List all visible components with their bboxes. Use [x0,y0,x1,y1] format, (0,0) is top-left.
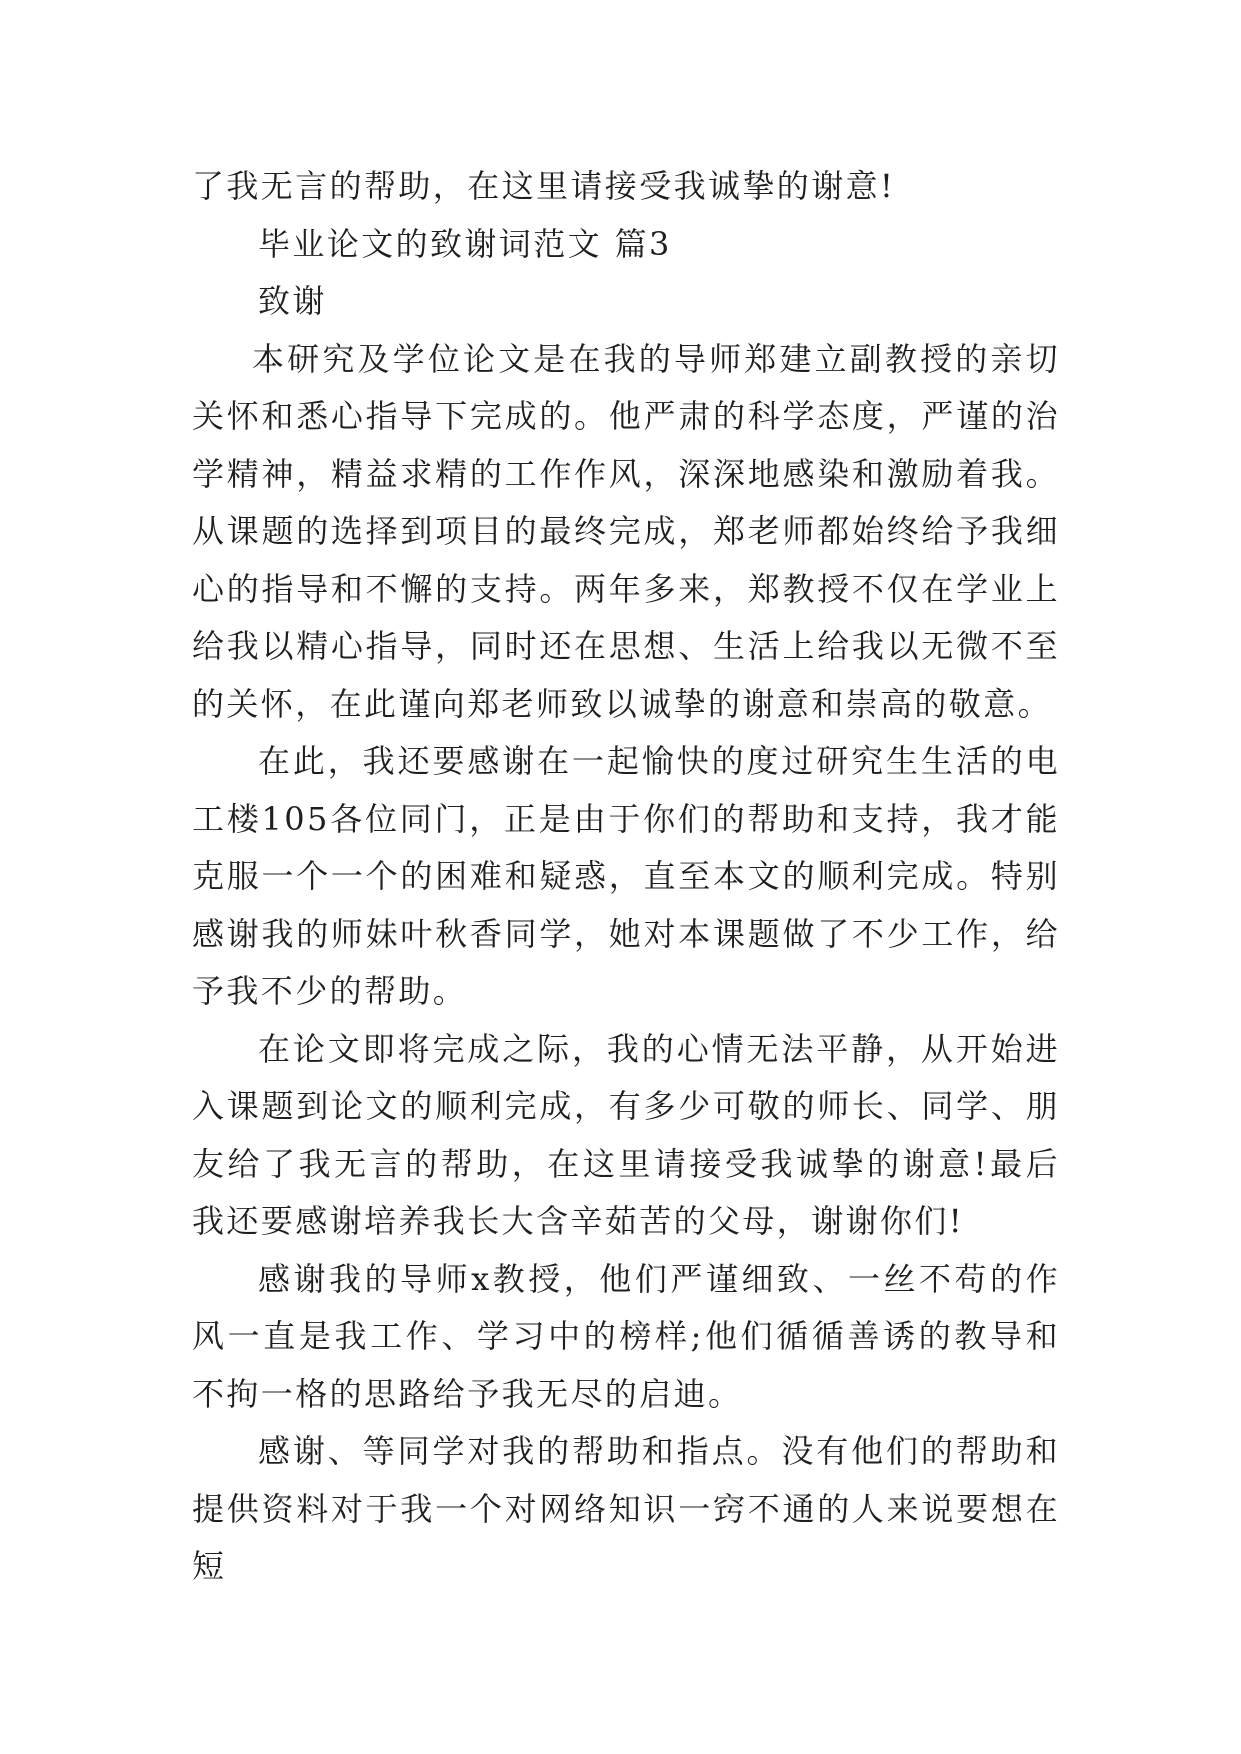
document-body [192,158,1060,1596]
paragraph: 在此，我还要感谢在一起愉快的度过研究生生活的电工楼105各位同门，正是由于你们的帮助和支持，我才能克服一个一个的困难和疑惑，直至本文的顺利完成。特别感谢我的师妹叶秋香同学，她对本课题做了不少工作，给予我不少的帮助。 [192,742,1060,1010]
paragraph: 在论文即将完成之际，我的心情无法平静，从开始进入课题到论文的顺利完成，有多少可敬的师长、同学、朋友给了我无言的帮助，在这里请接受我诚挚的谢意!最后我还要感谢培养我长大含辛茹苦的父母，谢谢你们! [192,1029,1060,1240]
section-title: 毕业论文的致谢词范文 篇3 [258,224,672,263]
paragraph: 本研究及学位论文是在我的导师郑建立副教授的亲切关怀和悉心指导下完成的。他严肃的科学态度，严谨的治学精神，精益求精的工作作风，深深地感染和激励着我。从课题的选择到项目的最终完成，郑老师都始终给予我细心的指导和不懈的支持。两年多来，郑教授不仅在学业上给我以精心指导，同时还在思想、生活上给我以无微不至的关怀，在此谨向郑老师致以诚挚的谢意和崇高的敬意。 [192,339,1060,723]
acknowledgement-heading: 致谢 [258,282,327,320]
continuation-line: 了我无言的帮助，在这里请接受我诚挚的谢意! [192,167,896,205]
paragraph: 感谢我的导师x教授，他们严谨细致、一丝不苟的作风一直是我工作、学习中的榜样;他们循循善诱的教导和不拘一格的思路给予我无尽的启迪。 [192,1259,1060,1413]
paragraph: 感谢、等同学对我的帮助和指点。没有他们的帮助和提供资料对于我一个对网络知识一窍不通的人来说要想在短 [192,1432,1060,1585]
